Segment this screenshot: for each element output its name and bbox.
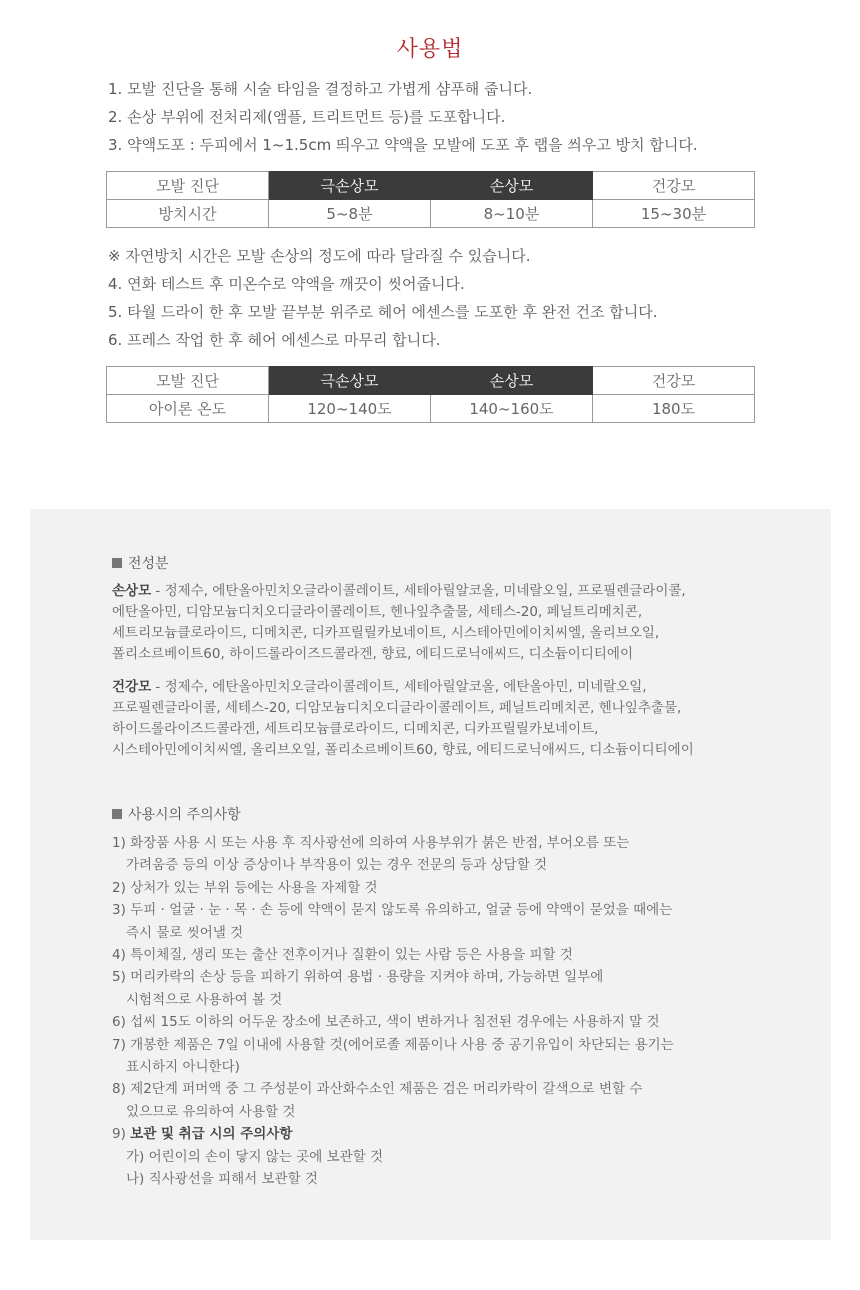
iron-temperature-table — [106, 366, 755, 423]
usage-step: 2. 손상 부위에 전처리제(앰플, 트리트먼트 등)를 도포합니다. — [108, 108, 506, 126]
table-header-cell: 건강모 — [593, 367, 755, 395]
caution-line: 8) 제2단계 퍼머액 중 그 주성분이 과산화수소인 제품은 검은 머리카락이 갈색으로 변할 수 — [112, 1081, 643, 1098]
info-panel — [30, 509, 831, 1240]
table-header-row — [107, 367, 755, 395]
table-cell: 120~140도 — [269, 395, 431, 423]
caution-line: 4) 특이체질, 생리 또는 출산 전후이거나 질환이 있는 사람 등은 사용을 피할 것 — [112, 947, 573, 964]
cautions-heading — [112, 804, 241, 824]
caution-line: 즉시 물로 씻어낼 것 — [126, 924, 244, 941]
usage-steps-1-3 — [108, 75, 788, 159]
caution-line: 7) 개봉한 제품은 7일 이내에 사용할 것(에어로졸 제품이나 사용 중 공기유입이 차단되는 용기는 — [112, 1036, 674, 1053]
caution-line: 2) 상처가 있는 부위 등에는 사용을 자제할 것 — [112, 879, 378, 896]
caution-line: 5) 머리카락의 손상 등을 피하기 위하여 용법 · 용량을 지켜야 하며, 가능하면 일부에 — [112, 969, 604, 986]
caution-line: 1) 화장품 사용 시 또는 사용 후 직사광선에 의하여 사용부위가 붉은 반점, 부어오름 또는 — [112, 835, 630, 851]
cautions-heading-text: 사용시의 주의사항 — [128, 807, 241, 823]
table-cell: 아이론 온도 — [107, 395, 269, 423]
ingredients-damaged-label: 손상모 — [112, 583, 152, 599]
ingredients-line: 하이드롤라이즈드콜라겐, 세트리모늄클로라이드, 디메치콘, 디카프릴릴카보네이트, — [112, 721, 599, 737]
table-cell: 8~10분 — [431, 200, 593, 228]
usage-steps-4-6 — [108, 242, 788, 354]
storage-heading — [112, 1123, 812, 1145]
table-row — [107, 200, 755, 228]
caution-line: 3) 두피 · 얼굴 · 눈 · 목 · 손 등에 약액이 묻지 않도록 유의하고, 얼굴 등에 약액이 묻었을 때에는 — [112, 902, 673, 919]
caution-line: 있으므로 유의하여 사용할 것 — [126, 1103, 296, 1120]
caution-line: 6) 섭씨 15도 이하의 어두운 장소에 보존하고, 색이 변하거나 침전된 경우에는 사용하지 말 것 — [112, 1014, 660, 1031]
table-header-cell: 극손상모 — [269, 172, 431, 200]
table-header-cell: 극손상모 — [269, 367, 431, 395]
usage-step: 1. 모발 진단을 통해 시술 타임을 결정하고 가볍게 샴푸해 줍니다. — [108, 80, 533, 98]
usage-step: 6. 프레스 작업 한 후 헤어 에센스로 마무리 합니다. — [108, 331, 441, 349]
table-header-cell: 모발 진단 — [107, 172, 269, 200]
ingredients-heading — [112, 553, 169, 573]
storage-line: 가) 어린이의 손이 닿지 않는 곳에 보관할 것 — [126, 1148, 384, 1165]
caution-line: 표시하지 아니한다) — [126, 1059, 240, 1076]
square-bullet-icon — [112, 809, 122, 819]
square-bullet-icon — [112, 558, 122, 568]
usage-step: ※ 자연방치 시간은 모발 손상의 정도에 따라 달라질 수 있습니다. — [108, 247, 531, 265]
ingredients-line: 에탄올아민, 디암모늄디치오디글라이콜레이트, 헨나잎추출물, 세테스-20, 페닐트리메치콘, — [112, 604, 643, 620]
storage-number: 9) — [112, 1126, 131, 1143]
caution-line: 가려움증 등의 이상 증상이나 부작용이 있는 경우 전문의 등과 상담할 것 — [126, 857, 548, 874]
usage-step: 5. 타월 드라이 한 후 모발 끝부분 위주로 헤어 에센스를 도포한 후 완전 건조 합니다. — [108, 303, 658, 321]
table-header-row — [107, 172, 755, 200]
cautions-list — [112, 832, 812, 1191]
ingredients-line: 세트리모늄클로라이드, 디메치콘, 디카프릴릴카보네이트, 시스테아민에이치씨엘, 올리브오일, — [112, 625, 660, 641]
ingredients-line: - 정제수, 에탄올아민치오글라이콜레이트, 세테아릴알코올, 에탄올아민, 미네랄오일, — [151, 679, 647, 695]
storage-title: 보관 및 취급 시의 주의사항 — [130, 1126, 293, 1143]
ingredients-damaged — [112, 581, 812, 665]
table-header-cell: 손상모 — [431, 172, 593, 200]
table-cell: 15~30분 — [593, 200, 755, 228]
ingredients-healthy-label: 건강모 — [112, 679, 152, 695]
table-cell: 180도 — [593, 395, 755, 423]
ingredients-healthy — [112, 677, 812, 761]
table-cell: 5~8분 — [269, 200, 431, 228]
caution-line: 시험적으로 사용하여 볼 것 — [126, 991, 283, 1008]
table-header-cell: 손상모 — [431, 367, 593, 395]
storage-line: 나) 직사광선을 피해서 보관할 것 — [126, 1171, 318, 1188]
table-cell: 140~160도 — [431, 395, 593, 423]
ingredients-line: 폴리소르베이트60, 하이드롤라이즈드콜라겐, 향료, 에티드로닉애씨드, 디소듐이디티에이 — [112, 646, 633, 662]
usage-title: 사용법 — [396, 37, 464, 62]
ingredients-line: 시스테아민에이치씨엘, 올리브오일, 폴리소르베이트60, 향료, 에티드로닉애씨드, 디소듐이디티에이 — [112, 742, 694, 758]
ingredients-line: 프로필렌글라이콜, 세테스-20, 디암모늄디치오디글라이콜레이트, 페닐트리메치콘, 헨나잎추출물, — [112, 700, 682, 716]
table-cell: 방치시간 — [107, 200, 269, 228]
usage-step: 3. 약액도포 : 두피에서 1~1.5cm 띄우고 약액을 모발에 도포 후 랩을 씌우고 방치 합니다. — [108, 136, 698, 154]
ingredients-line: - 정제수, 에탄올아민치오글라이콜레이트, 세테아릴알코올, 미네랄오일, 프로필렌글라이콜, — [151, 583, 686, 599]
table-header-cell: 건강모 — [593, 172, 755, 200]
table-row — [107, 395, 755, 423]
usage-step: 4. 연화 테스트 후 미온수로 약액을 깨끗이 씻어줍니다. — [108, 275, 465, 293]
processing-time-table — [106, 171, 755, 228]
table-header-cell: 모발 진단 — [107, 367, 269, 395]
ingredients-heading-text: 전성분 — [128, 556, 169, 572]
